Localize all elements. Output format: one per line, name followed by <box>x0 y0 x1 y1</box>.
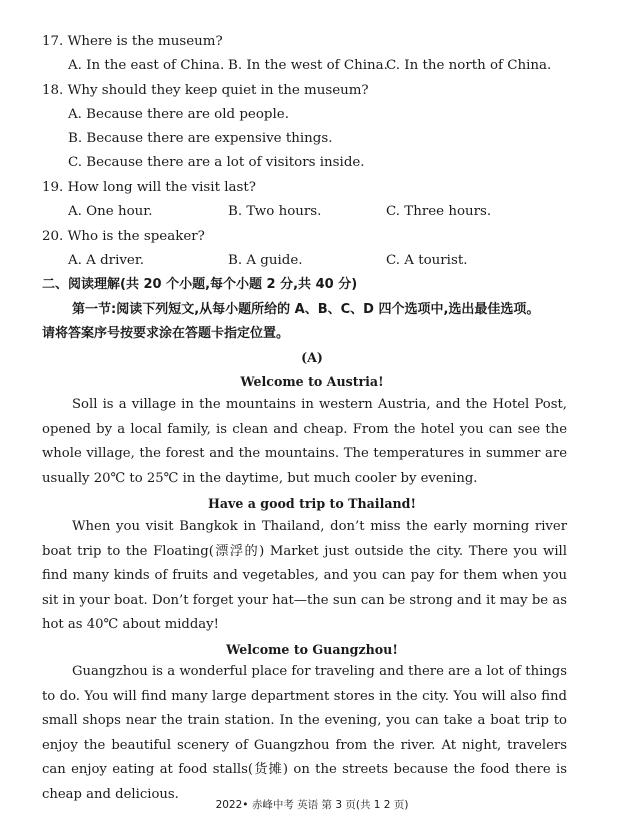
section-instruction-cont: 请将答案序号按要求涂在答题卡指定位置。 <box>42 326 290 341</box>
option-18b: B. Because there are expensive things. <box>68 131 333 146</box>
option-17a: A. In the east of China. <box>68 58 225 73</box>
option-19c: C. Three hours. <box>386 204 492 219</box>
option-19a: A. One hour. <box>68 204 153 219</box>
passage-title-thailand: Have a good trip to Thailand! <box>207 496 417 511</box>
question-text: How long will the visit last? <box>67 180 256 195</box>
section-heading: 二、阅读理解(共 20 个小题,每个小题 2 分,共 40 分) <box>42 277 358 292</box>
question-19 <box>42 179 256 197</box>
option-20a: A. A driver. <box>68 253 145 268</box>
passage-austria: Soll is a village in the mountains in western Austria, and the Hotel Post, opened by a local family, is clean and cheap. From the hotel you can see the whole village, the forest and the mountains. The temperatures in summer are usually 20℃ to 25℃ in the daytime, but much cooler by evening. <box>42 397 567 486</box>
question-20 <box>42 228 205 246</box>
option-18a: A. Because there are old people. <box>68 107 289 122</box>
question-number: 19. <box>42 180 64 195</box>
option-17b: B. In the west of China. <box>228 58 388 73</box>
question-17 <box>42 33 223 51</box>
question-number: 18. <box>42 83 64 98</box>
option-17c: C. In the north of China. <box>386 58 552 73</box>
option-20c: C. A tourist. <box>386 253 468 268</box>
question-text: Where is the museum? <box>67 34 223 49</box>
passage-guangzhou: Guangzhou is a wonderful place for traveling and there are a lot of things to do. You will find many large department stores in the city. You will also find small shops near the train station. In the evening, you can take a boat trip to enjoy the beautiful scenery of Guangzhou from the river. At night, travelers can enjoy eating at food stalls(货摊) on the streets because the food there is cheap and delicious. <box>42 664 567 802</box>
section-instruction: 第一节:阅读下列短文,从每小题所给的 A、B、C、D 四个选项中,选出最佳选项。 <box>72 302 540 317</box>
passage-thailand: When you visit Bangkok in Thailand, don’t miss the early morning river boat trip to the Floating(漂浮的) Market just outside the city. There you will find many kinds of fruits and vegetables, and you can pay for them when you sit in your boat. Don’t forget your hat—the sun can be strong and it may be as hot as 40℃ about midday! <box>42 519 567 632</box>
passage-title-austria: Welcome to Austria! <box>240 374 384 389</box>
question-text: Who is the speaker? <box>67 229 205 244</box>
passage-title-guangzhou: Welcome to Guangzhou! <box>226 642 398 657</box>
question-text: Why should they keep quiet in the museum? <box>67 83 369 98</box>
option-18c: C. Because there are a lot of visitors inside. <box>68 155 365 170</box>
option-20b: B. A guide. <box>228 253 303 268</box>
question-number: 20. <box>42 229 64 244</box>
option-19b: B. Two hours. <box>228 204 322 219</box>
question-18 <box>42 82 369 100</box>
part-label: (A) <box>301 350 323 365</box>
question-number: 17. <box>42 34 64 49</box>
page-footer: 2022• 赤峰中考 英语 第 3 页(共 1 2 页) <box>215 799 409 811</box>
